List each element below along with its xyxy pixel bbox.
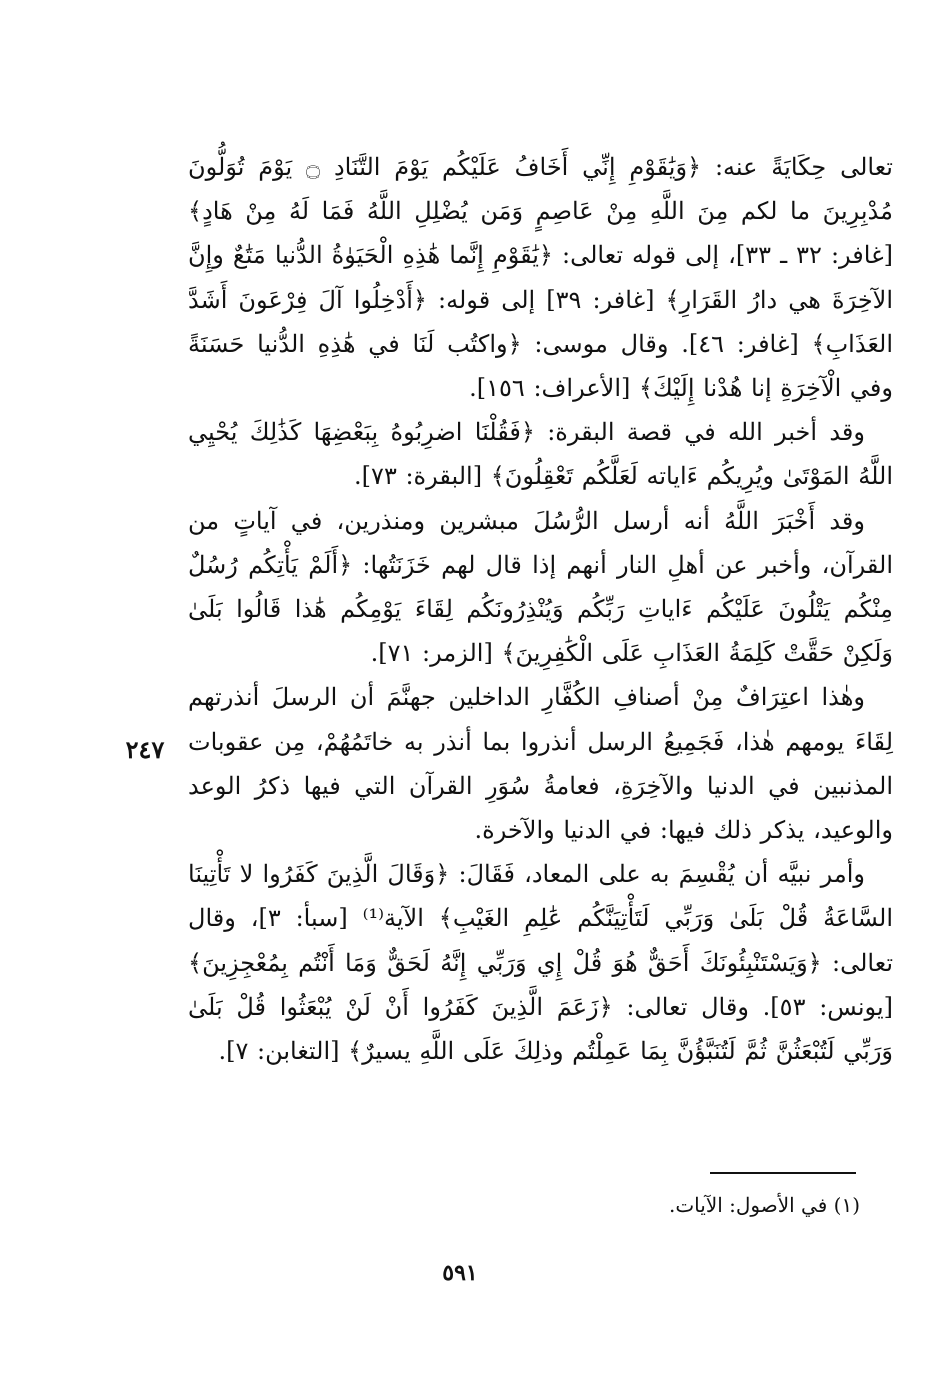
- margin-page-reference: ٢٤٧: [125, 735, 165, 764]
- paragraph-3: وقد أَخْبَرَ اللَّهُ أنه أرسل الرُّسُلَ مبشرين ومنذرين، في آياتٍ من القرآن، وأخبر عن أهلِ النار أنهم إذا قال لهم خَزَنَتُها: ﴿أَلَمْ يَأْتِكُم رُسُلٌ مِنْكُم يَتْلُونَ عَلَيْكُم ءَاياتِ رَبِّكُم وَيُنْذِرُونَكُم لِقَاءَ يَوْمِكُم هَٰذا قَالُوا بَلَىٰ وَلَكِنْ حَقَّتْ كَلِمَةُ العَذَابِ عَلَى الْكَٰفِرِينَ﴾ [الزمر: ٧١].: [188, 506, 893, 668]
- paragraph-1: تعالى حِكَايَةً عنه: ﴿وَيَٰقَوْمِ إِنِّي أَخَافُ عَلَيْكُم يَوْمَ التَّنَادِ ۝ يَوْمَ تُوَلُّونَ مُدْبِرِينَ ما لكم مِنَ اللَّهِ مِنْ عَاصِمٍ وَمَن يُضْلِلِ اللَّهُ فَمَا لَهُ مِنْ هَادٍ﴾ [غافر: ٣٢ ـ ٣٣]، إلى قوله تعالى: ﴿يَٰقَوْمِ إِنَّما هَٰذِهِ الْحَيَوٰةُ الدُّنيا مَتَٰعٌ وإِنَّ الآخِرَةَ هي دارُ القَرَارِ﴾ [غافر: ٣٩] إلى قوله: ﴿أَدْخِلُوا آلَ فِرْعَونَ أَشَدَّ العَذَابِ﴾ [غافر: ٤٦]. وقال موسى: ﴿واكتُب لَنَا في هَٰذِهِ الدُّنيا حَسَنَةً وفي الْآخِرَةِ إنا هُدْنا إِلَيْكَ﴾ [الأعراف: ١٥٦].: [188, 153, 894, 403]
- paragraph-2: وقد أخبر الله في قصة البقرة: ﴿فَقُلْنَا اضرِبُوهُ بِبَعْضِهَا كَذَٰلِكَ يُحْيِي اللَّهُ المَوْتَىٰ ويُرِيكُم ءَاياته لَعَلَّكُم تَعْقِلُونَ﴾ [البقرة: ٧٣].: [188, 418, 893, 491]
- paragraph-5: وأمر نبيَّه أن يُقْسِمَ به على المعاد، فَقَالَ: ﴿وَقَالَ الَّذِينَ كَفَرُوا لا تَأْتِينَا السَّاعَةُ قُلْ بَلَىٰ وَرَبِّي لَتَأْتِيَنَّكُم عَٰلِمِ الغَيْبِ﴾ الآية⁽¹⁾ [سبأ: ٣]، وقال تعالى: ﴿وَيَسْتَنْبِئُونَكَ أَحَقٌّ هُوَ قُلْ إِي وَرَبِّي إِنَّهُ لَحَقٌّ وَمَا أَنْتُم بِمُعْجِزِينَ﴾ [يونس: ٥٣]. وقال تعالى: ﴿زَعَمَ الَّذِينَ كَفَرُوا أَنْ لَنْ يُبْعَثُوا قُلْ بَلَىٰ وَرَبِّي لَتُبْعَثُنَّ ثُمَّ لَتُنَبَّؤُنَّ بِمَا عَمِلْتُم وذلِكَ عَلَى اللَّهِ يسيرٌ﴾ [التغابن: ٧].: [188, 860, 893, 1066]
- footnote-separator: [710, 1172, 856, 1174]
- main-text: [188, 145, 893, 1073]
- footnote: (١) في الأصول: الآيات.: [668, 1193, 860, 1217]
- paragraph-4: وهٰذا اعتِرَافٌ مِنْ أصنافِ الكُفَّارِ الداخلين جهنَّمَ أن الرسلَ أنذرتهم لِقَاءَ يومهم هٰذا، فَجَمِيعُ الرسل أنذروا بما أنذر به خاتَمُهُمْ، مِن عقوبات المذنبين في الدنيا والآخِرَةِ، فعامةُ سُوَرِ القرآن التي فيها ذكرُ الوعد والوعيد، يذكر ذلك فيها: في الدنيا والآخرة.: [188, 683, 893, 845]
- page-number: ٥٩١: [442, 1260, 478, 1286]
